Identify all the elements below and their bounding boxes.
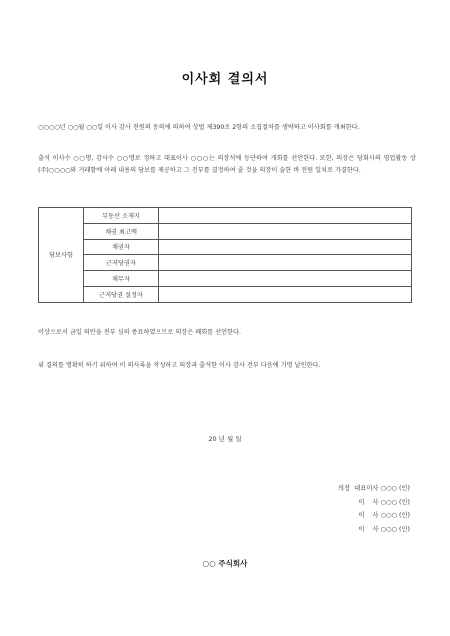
signature-block bbox=[290, 482, 410, 536]
date-line: 20 년 월 일 bbox=[208, 435, 242, 443]
table-row bbox=[39, 255, 412, 271]
row-label: 근저당권자 bbox=[84, 255, 159, 271]
row-label: 채무자 bbox=[84, 271, 159, 287]
closing-paragraph: 이상으로서 금일 의안을 전부 심의 종료하였으므로 의장은 폐회를 선언한다. bbox=[38, 329, 241, 336]
row-label: 채권 최고액 bbox=[84, 223, 159, 239]
signature-line-director: 이 사 ○○○ (인) bbox=[358, 498, 410, 506]
row-value bbox=[159, 255, 412, 271]
row-value bbox=[159, 239, 412, 255]
row-label: 부동산 소재지 bbox=[84, 208, 159, 224]
document-title: 이사회 결의서 bbox=[181, 72, 269, 87]
signature-line-chair: 의장 대표이사 ○○○ (인) bbox=[338, 485, 410, 492]
signature-line-director: 이 사 ○○○ (인) bbox=[358, 525, 410, 533]
opening-paragraph: ○○○○년 ○○월 ○○일 이사 감사 전원의 동의에 의하여 상법 제390조 2항의 소집절차를 생략하고 이사회를 개최한다. bbox=[38, 124, 360, 131]
company-name: ○○ 주식회사 bbox=[202, 559, 248, 568]
row-value bbox=[159, 208, 412, 224]
table-row bbox=[39, 223, 412, 239]
table-row bbox=[39, 271, 412, 287]
row-value bbox=[159, 271, 412, 287]
row-label: 근저당권 설정자 bbox=[84, 286, 159, 302]
row-value bbox=[159, 223, 412, 239]
row-label: 채권자 bbox=[84, 239, 159, 255]
table-row bbox=[39, 286, 412, 302]
row-value bbox=[159, 286, 412, 302]
security-group-label: 담보사항 bbox=[39, 208, 84, 303]
resolution-paragraph: 출석 이사수 ○○명, 감사수 ○○명로 정하고 대표이사 ○○○는 의장석에 등단하여 개회를 선언한다. 또한, 의장은 당회사의 영업활동 상 (주)○○○○와 거래함에 아래 내용의 담보를 제공하고 그 진부를 결정하여 줄 것을 의장이 술한 바 전원 일치로 가결한다. bbox=[38, 155, 416, 174]
security-table bbox=[38, 207, 412, 303]
signing-paragraph: 위 결의를 명확히 하기 위하여 이 의사록을 작성하고 의장과 출석한 이사 감사 전부 다음에 기명 날인한다. bbox=[38, 362, 321, 369]
signature-line-director: 이 사 ○○○ (인) bbox=[358, 512, 410, 519]
table-row bbox=[39, 239, 412, 255]
table-row bbox=[39, 208, 412, 224]
